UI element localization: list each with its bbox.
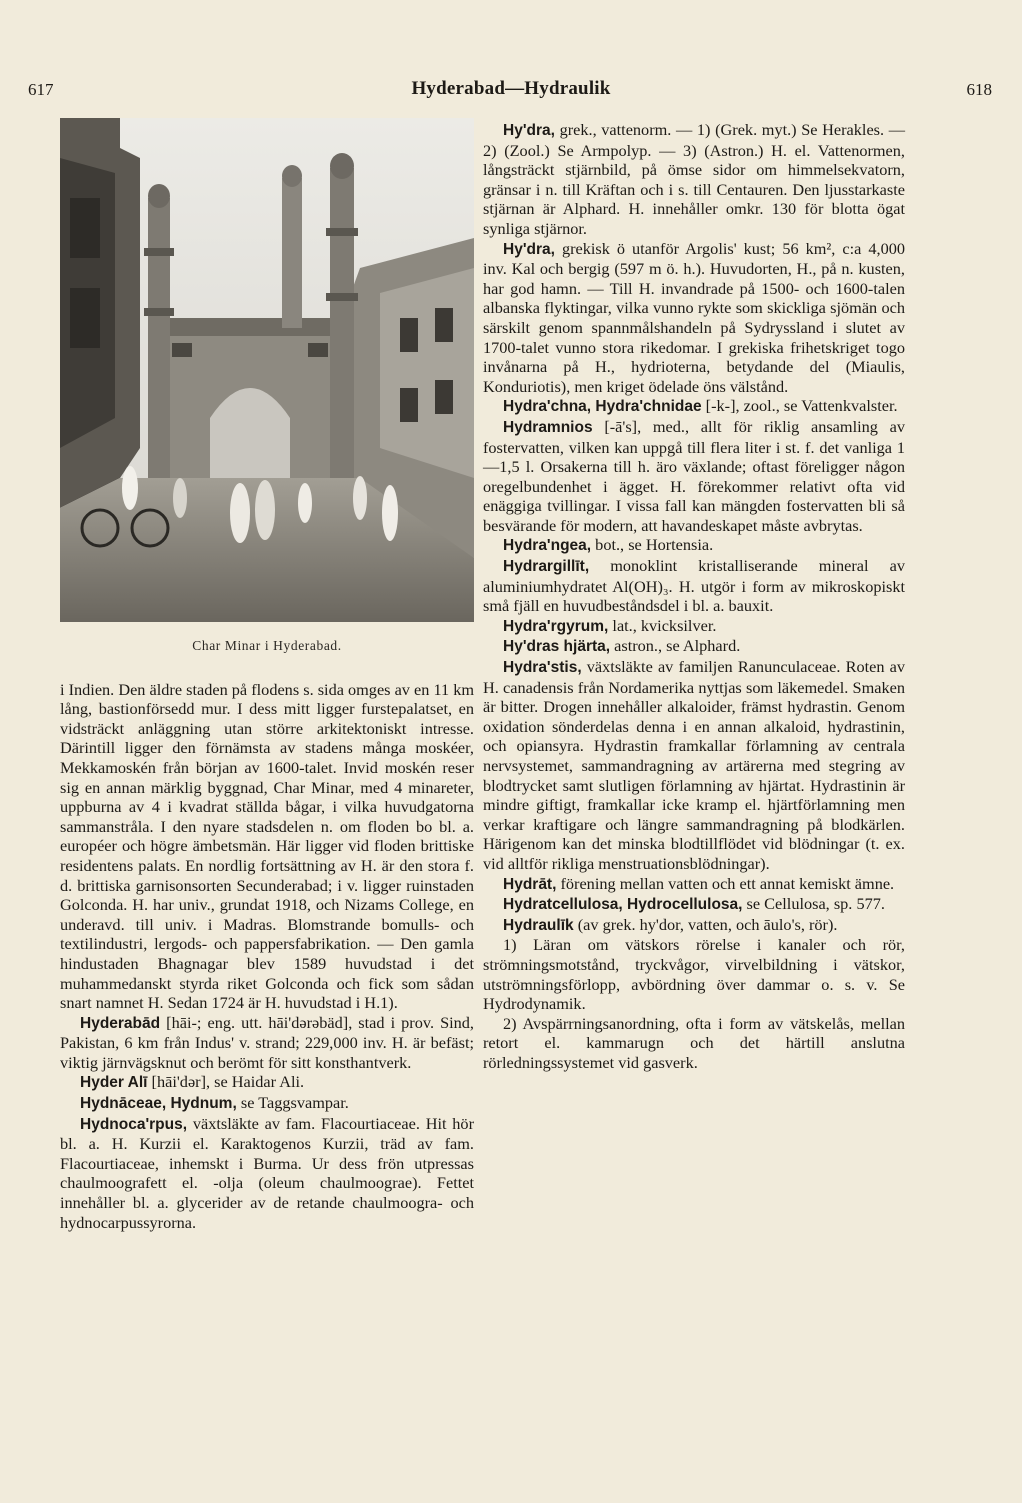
running-head: Hyderabad—Hydraulik bbox=[411, 78, 611, 99]
entry-text: växtsläkte av fam. Flacourtiaceae. Hit hör bl. a. H. Kurzii el. Karaktogenos Kurzii, träd av fam. Flacourtiaceae, inhemskt i Burma. Ur dess frön utpressas chaulmoografett el. -olja (oleum chaulmoograe). Fettet innehåller bl. a. glycerider av de retande chaulmoogra- och hydnocarpussyrorna. bbox=[60, 1113, 474, 1232]
entry-headword: Hydrargillīt, bbox=[503, 558, 590, 576]
paragraph-indien: i Indien. Den äldre staden på flodens s. sida omges av en 11 km lång, bastionförsedd mur. I dess mitt ligger furstepalatset, en vidsträckt anläggning utan större arkitektoniskt intresse. Därintill ligger den förnämsta av stadens många moskéer, Mekkamoskén från början av 1600-talet. Invid moskén reser sig en annan märklig byggnad, Char Minar, med 4 minareter, uppburna av 4 i kvadrat ställda bågar, i vilka huvudgatorna sammanstråla. I den nyare stadsdelen n. om floden bo bl. a. européer och högre ämbetsmän. Här ligger vid floden brittiske residentens palats. En nordlig fortsättning av H. är den stora f. d. brittiska garnisonsorten Secunderabad; i v. ligger ruinstaden Golconda. H. har univ., grundat 1918, och Nizams College, en underavd. till univ. i Madras. Blomstrande bomulls- och textilindustri, lergods- och pappersfabrikation. — Den gamla hindustaden Bhagnagar blev 1589 huvudstad i det muhammedanskt styrda riket Golconda och fick som sådan snart namnet H. Sedan 1724 är H. huvudstad i H.1). bbox=[60, 679, 475, 1013]
entry-hydratcellulosa bbox=[483, 894, 905, 915]
figure-caption: Char Minar i Hyderabad. bbox=[192, 638, 342, 653]
entry-hydrargillit bbox=[483, 556, 905, 616]
char-minar-photo bbox=[60, 118, 474, 622]
entry-headword: Hy'dras hjärta, bbox=[503, 638, 611, 656]
page-header bbox=[20, 80, 1002, 110]
entry-headword: Hy'dra, bbox=[503, 122, 555, 139]
entry-text: monoklint kristalliserande mineral av aluminiumhydratet Al(OH)₃. H. utgör i form av mikroskopiskt små fjäll en huvudbeståndsdel i bl. a. bauxit. bbox=[483, 556, 905, 616]
entry-hydrat bbox=[483, 874, 905, 895]
entry-text: [hāi'dər], se Haidar Ali. bbox=[147, 1072, 305, 1092]
entry-hydra-island bbox=[483, 239, 905, 397]
entry-hydrastis bbox=[483, 657, 905, 874]
entry-headword: Hydra'ngea, bbox=[503, 537, 592, 555]
entry-headword: Hydra'chna, Hydra'chnidae bbox=[503, 398, 702, 416]
entry-headword: Hyder Alī bbox=[80, 1074, 148, 1092]
entry-hydnocarpus bbox=[60, 1114, 474, 1233]
left-body bbox=[60, 680, 474, 1233]
entry-hydnaceae bbox=[60, 1093, 474, 1114]
entry-text: förening mellan vatten och ett annat kemiskt ämne. bbox=[556, 873, 895, 893]
entry-headword: Hydnoca'rpus, bbox=[80, 1115, 188, 1133]
entry-hydrachna bbox=[483, 396, 905, 417]
entry-text: se Taggsvampar. bbox=[236, 1093, 349, 1113]
entry-hyderabad-sind bbox=[60, 1013, 474, 1073]
entry-headword: Hydnāceae, Hydnum, bbox=[80, 1095, 237, 1113]
entry-headword: Hydramnios bbox=[503, 418, 593, 436]
entry-hydraulik bbox=[483, 915, 905, 936]
entry-headword: Hydra'stis, bbox=[503, 659, 582, 677]
entry-hydras-hjarta bbox=[483, 636, 905, 657]
entry-text: grekisk ö utanför Argolis' kust; 56 km², c:a 4,000 inv. Kal och bergig (597 m ö. h.). Huvudorten, H., på n. kusten, har god hamn. — Till H. invandrade på 1500- och 1600-talen albanska flyktingar, vilka vunno rykte som skickliga sjömän och särskilt genom spannmålshandeln på Sydryssland i slutet av 1700-talet vunno stora rikedomar. I grekiska frihetskriget togo invånarna på H., hydrioterna, betydande del (Miaulis, Konduriotis), men kriget ödelade öns välstånd. bbox=[483, 238, 905, 396]
entry-text: [hāi-; eng. utt. hāi'dərəbäd], stad i prov. Sind, Pakistan, 6 km från Indus' v. strand; 229,000 inv. H. är befäst; viktig järnvägsknut och berömt för sitt konsthantverk. bbox=[60, 1012, 474, 1072]
entry-text: växtsläkte av familjen Ranunculaceae. Roten av H. canadensis från Nordamerika nyttjas som läkemedel. Smaken är bitter. Drogen innehåller alkaloider, främst hydrastin. Genom oxidation sönderdelas denna i en annan alkaloid, hydrastinin, och opiansyra. Hydrastin framkallar förlamning av centrala nervsystemet, sammandragning av artärerna med stegring av blodtrycket samt slutligen förlamning av hjärtat. Hydrastinin är mindre giftigt, framkallar icke kramp el. hjärtförlamning men verkar kraftigare och längre sammandragning på blodkärlen. Härigenom kan det minska blodtillflödet vid blödningar (t. ex. vid alltför rikliga menstruationsblödningar). bbox=[483, 657, 905, 873]
entry-hydrargyrum bbox=[483, 616, 905, 637]
entry-headword: Hy'dra, bbox=[503, 240, 555, 258]
entry-headword: Hydrāt, bbox=[503, 875, 557, 893]
entry-hyder-ali bbox=[60, 1072, 474, 1093]
entry-hydra-myth bbox=[483, 120, 905, 239]
right-column bbox=[483, 120, 905, 1073]
hydraulik-sense-2: 2) Avspärrningsanordning, ofta i form av vätskelås, mellan retort el. kammarugn och det härtill anslutna rörledningssystemet vid gasverk. bbox=[483, 1013, 905, 1072]
entry-text: [-k-], zool., se Vattenkvalster. bbox=[701, 396, 898, 416]
entry-headword: Hydra'rgyrum, bbox=[503, 617, 609, 635]
hydraulik-sense-1: 1) Läran om vätskors rörelse i kanaler och rör, strömningsmotstånd, tryckvågor, virvelbildning i vätskor, utströmningsförlopp, avbördning över dammar o. s. v. Se Hydrodynamik. bbox=[483, 935, 905, 1014]
page-number-left: 617 bbox=[28, 80, 54, 99]
char-minar-illustration bbox=[60, 118, 474, 622]
entry-text: lat., kvicksilver. bbox=[608, 615, 717, 635]
entry-text: bot., se Hortensia. bbox=[591, 535, 714, 555]
entry-headword: Hydraulīk bbox=[503, 916, 574, 934]
entry-text: se Cellulosa, sp. 577. bbox=[742, 894, 885, 914]
entry-hydrangea bbox=[483, 535, 905, 556]
entry-text: [-ā's], med., allt för riklig ansamling av fostervatten, vilken kan uppgå till flera liter i st. f. det vanliga 1—1,5 l. Orsakerna till h. äro växlande; oftast föreligger någon oregelbundenhet i ägget. H. förekommer relativt ofta vid enäggiga tvillingar. I vissa fall kan mängden fostervatten bli så besvärande för modern, att havandeskapet måste avbrytas. bbox=[483, 416, 905, 535]
left-column bbox=[60, 118, 474, 1232]
entry-hydramnios bbox=[483, 417, 905, 536]
entry-headword: Hyderabād bbox=[80, 1014, 161, 1032]
entry-text: grek., vattenorm. — 1) (Grek. myt.) Se Herakles. — 2) (Zool.) Se Armpolyp. — 3) (Astron.) H. el. Vattenormen, långsträckt stjärnbild, på ömse sidor om himmelsekvatorn, gränsar i n. till Kräftan och i s. till Centauren. Den ljusstarkaste stjärnan är Alphard. H. innehåller omkr. 130 för blotta ögat synliga stjärnor. bbox=[483, 120, 905, 238]
page-number-right: 618 bbox=[966, 80, 992, 99]
entry-text: (av grek. hy'dor, vatten, och āulo's, rör). bbox=[573, 914, 838, 934]
entry-text: astron., se Alphard. bbox=[610, 636, 741, 656]
entry-headword: Hydratcellulosa, Hydrocellulosa, bbox=[503, 896, 743, 914]
